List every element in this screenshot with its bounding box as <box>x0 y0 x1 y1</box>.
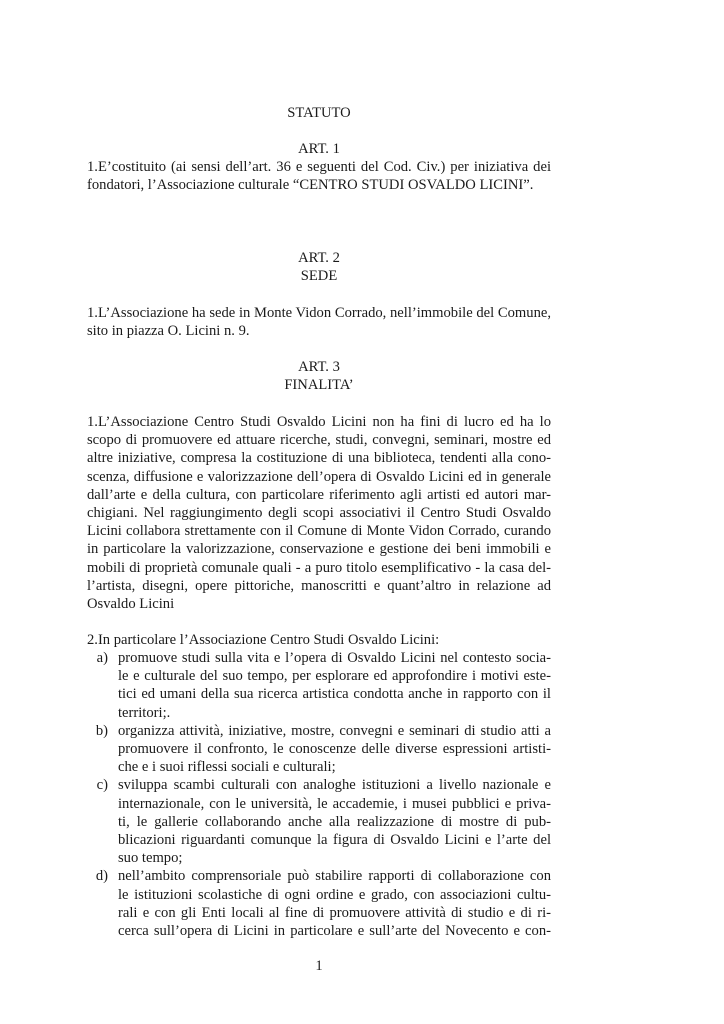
art3-paragraph-1 <box>87 413 551 613</box>
list-item-text <box>118 722 551 777</box>
art2-paragraph <box>87 304 551 340</box>
list-marker: b) <box>95 722 108 739</box>
list-item <box>87 722 551 777</box>
art3-list <box>87 649 551 940</box>
art3-p1-line: chigiani. Nel raggiungimento degli scopi associativi il Centro Studi Osvaldo <box>87 505 551 522</box>
list-item-line: tici ed umani della sua ricerca artistica condotta anche in rapporto con il <box>118 686 551 703</box>
art3-p1-line: scopo di promuovere ed attuare ricerche, studi, convegni, seminari, mostre ed <box>87 432 551 449</box>
list-marker: d) <box>95 868 108 885</box>
list-item-line: che e i suoi riflessi sociali e culturali; <box>118 759 336 776</box>
list-item-line: promuovere il confronto, le conoscenze delle diverse espressioni artisti- <box>118 741 551 758</box>
list-marker: c) <box>96 777 108 794</box>
list-item-line: le istituzioni scolastiche di ogni ordine e grado, con associazioni cultu- <box>118 886 551 903</box>
art1-line: 1.E’costituito (ai sensi dell’art. 36 e seguenti del Cod. Civ.) per iniziativa dei <box>87 159 551 175</box>
art3-paragraph-2-intro <box>87 631 551 649</box>
art3-p1-line: mobili di proprietà comunale quali - a puro titolo esemplificativo - la casa del- <box>87 559 551 576</box>
art3-p1-line: dall’arte e della cultura, con particolare riferimento agli artisti ed autori mar- <box>87 486 551 503</box>
art3-p1-line: in particolare la valorizzazione, conservazione e gestione dei beni immobili e <box>87 541 551 558</box>
list-item-line: internazionale, con le università, le accademie, i musei pubblici e priva- <box>118 795 551 812</box>
list-item-line: nell’ambito comprensoriale può stabilire rapporti di collaborazione con <box>118 868 551 885</box>
list-item <box>87 867 551 940</box>
list-item-line: suo tempo; <box>118 850 183 867</box>
list-item-line: promuove studi sulla vita e l’opera di Osvaldo Licini nel contesto socia- <box>118 650 551 666</box>
art3-p1-line: Licini collabora strettamente con il Comune di Monte Vidon Corrado, curando <box>87 523 551 540</box>
list-item-line: le e culturale del suo tempo, per esplorare ed approfondire i motivi este- <box>118 668 551 685</box>
art3-heading: ART. 3 <box>298 359 340 375</box>
list-item-line: cerca sull’opera di Licini in particolare e sull’arte del Novecento e con- <box>118 923 551 940</box>
art2-heading: ART. 2 <box>298 250 340 266</box>
art3-p2-intro: 2.In particolare l’Associazione Centro Studi Osvaldo Licini: <box>87 632 440 648</box>
list-item-line: organizza attività, iniziative, mostre, convegni e seminari di studio atti a <box>118 722 551 739</box>
list-item-text <box>118 776 551 867</box>
list-item-line: blicazioni riguardanti comunque la figura di Osvaldo Licini e l’arte del <box>118 832 551 849</box>
list-item <box>87 776 551 867</box>
art3-p1-line: scenza, diffusione e valorizzazione dell’opera di Osvaldo Licini ed in generale <box>87 468 551 485</box>
list-item <box>87 649 551 722</box>
list-item-text <box>118 867 551 940</box>
art3-p1-line: Osvaldo Licini <box>87 596 175 613</box>
art3-p1-line: l’artista, disegni, opere pittoriche, manoscritti e quant’altro in relazione ad <box>87 577 551 594</box>
art3-p1-line: 1.L’Associazione Centro Studi Osvaldo Licini non ha fini di lucro ed ha lo <box>87 414 551 430</box>
art1-line: fondatori, l’Associazione culturale “CENTRO STUDI OSVALDO LICINI”. <box>87 177 534 194</box>
list-item-text <box>118 649 551 722</box>
art2-line: 1.L’Associazione ha sede in Monte Vidon Corrado, nell’immobile del Comune, <box>87 305 551 321</box>
list-marker: a) <box>96 650 108 666</box>
art3-subheading: FINALITA’ <box>284 377 354 393</box>
list-item-line: rali e con gli Enti locali al fine di promuovere attività di studio e di ri- <box>118 904 551 921</box>
art2-subheading: SEDE <box>300 268 338 284</box>
list-item-line: ti, le gallerie collaborando anche alla realizzazione di mostre di pub- <box>118 813 551 830</box>
page-number: 1 <box>315 958 323 974</box>
art1-paragraph <box>87 158 551 194</box>
art2-line: sito in piazza O. Licini n. 9. <box>87 323 250 340</box>
art1-heading: ART. 1 <box>298 141 340 157</box>
document-title: STATUTO <box>287 105 351 121</box>
list-item-line: sviluppa scambi culturali con analoghe istituzioni a livello nazionale e <box>118 777 551 794</box>
list-item-line: territori;. <box>118 704 171 721</box>
art3-p1-line: altre iniziative, compresa la costituzione di una biblioteca, tendenti alla cono- <box>87 450 551 467</box>
